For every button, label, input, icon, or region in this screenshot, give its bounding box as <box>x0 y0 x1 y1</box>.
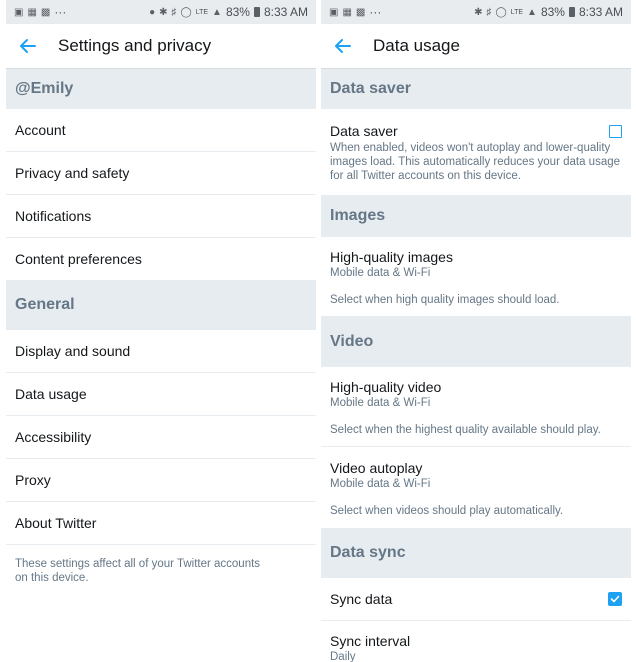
settings-item-privacy[interactable]: Privacy and safety <box>6 152 316 195</box>
battery-icon <box>254 7 260 17</box>
settings-item-data-usage[interactable]: Data usage <box>6 373 316 416</box>
more-notifications: ··· <box>54 5 67 19</box>
settings-item-accessibility[interactable]: Accessibility <box>6 416 316 459</box>
data-saver-checkbox[interactable] <box>609 125 622 138</box>
flipboard-icon: ▦ <box>342 6 352 18</box>
settings-item-proxy[interactable]: Proxy <box>6 459 316 502</box>
bluetooth-icon: ✱ <box>474 6 483 18</box>
data-usage-screen <box>321 0 631 662</box>
clock: 8:33 AM <box>263 5 308 19</box>
mute-icon: ♯ <box>486 6 492 18</box>
video-autoplay-description: Select when videos should play automatically. <box>330 505 564 517</box>
settings-item-notifications[interactable]: Notifications <box>6 195 316 238</box>
mute-icon: ♯ <box>171 6 177 18</box>
high-quality-video-setting[interactable] <box>321 367 631 447</box>
network-label: LTE <box>510 8 524 16</box>
hq-images-subtitle: Mobile data & Wi-Fi <box>330 267 431 279</box>
status-bar <box>321 0 631 24</box>
alarm-icon: ◯ <box>495 6 507 18</box>
image-icon: ▣ <box>14 6 24 18</box>
sync-data-title: Sync data <box>330 591 393 607</box>
section-header-images: Images <box>321 195 631 237</box>
page-title: Data usage <box>373 36 460 55</box>
section-header-video: Video <box>321 317 631 367</box>
hq-video-description: Select when the highest quality available should play. <box>330 424 601 436</box>
hq-video-subtitle: Mobile data & Wi-Fi <box>330 397 431 409</box>
data-saver-setting[interactable] <box>321 109 631 195</box>
status-bar <box>6 0 316 24</box>
network-label: LTE <box>195 8 209 16</box>
settings-footnote: These settings affect all of your Twitter accounts on this device. <box>15 558 261 584</box>
settings-item-display-sound[interactable]: Display and sound <box>6 330 316 373</box>
sync-interval-title: Sync interval <box>330 633 411 649</box>
clock: 8:33 AM <box>578 5 623 19</box>
section-header-data-saver: Data saver <box>321 69 631 109</box>
hq-images-description: Select when high quality images should load. <box>330 294 560 306</box>
video-autoplay-setting[interactable] <box>321 447 631 528</box>
section-header-data-sync: Data sync <box>321 528 631 578</box>
alarm-icon: ◯ <box>180 6 192 18</box>
sync-data-setting[interactable] <box>321 578 631 621</box>
settings-item-account[interactable]: Account <box>6 109 316 152</box>
checkmark-icon <box>610 594 620 604</box>
high-quality-images-setting[interactable] <box>321 237 631 317</box>
gallery-icon: ▩ <box>355 6 366 18</box>
video-autoplay-title: Video autoplay <box>330 460 423 476</box>
settings-privacy-screen <box>6 0 316 662</box>
app-bar <box>6 24 316 69</box>
settings-item-about[interactable]: About Twitter <box>6 502 316 545</box>
hq-images-title: High-quality images <box>330 249 453 265</box>
bluetooth-icon: ✱ <box>159 6 168 18</box>
signal-icon: ▲ <box>212 6 222 18</box>
section-header-general: General <box>6 280 316 330</box>
flipboard-icon: ▦ <box>27 6 37 18</box>
app-bar <box>321 24 631 69</box>
sync-interval-setting[interactable] <box>321 621 631 662</box>
hq-video-title: High-quality video <box>330 379 442 395</box>
page-title: Settings and privacy <box>58 36 212 55</box>
section-header-account: @Emily <box>6 69 316 109</box>
battery-percent: 83% <box>540 5 565 19</box>
location-icon: ● <box>149 6 156 18</box>
data-saver-description: When enabled, videos won't autoplay and lower-quality images load. This automatically reduces your data usage for all Twitter accounts on this device. <box>330 142 621 182</box>
back-button[interactable] <box>8 37 48 55</box>
settings-item-content-preferences[interactable]: Content preferences <box>15 251 142 267</box>
more-notifications: ··· <box>369 5 382 19</box>
back-button[interactable] <box>323 37 363 55</box>
data-saver-title: Data saver <box>330 123 398 139</box>
gallery-icon: ▩ <box>40 6 51 18</box>
back-arrow-icon <box>334 37 352 55</box>
battery-icon <box>569 7 575 17</box>
sync-data-checkbox[interactable] <box>608 592 622 606</box>
video-autoplay-subtitle: Mobile data & Wi-Fi <box>330 478 431 490</box>
image-icon: ▣ <box>329 6 339 18</box>
battery-percent: 83% <box>225 5 250 19</box>
signal-icon: ▲ <box>527 6 537 18</box>
sync-interval-value: Daily <box>330 651 356 662</box>
back-arrow-icon <box>19 37 37 55</box>
